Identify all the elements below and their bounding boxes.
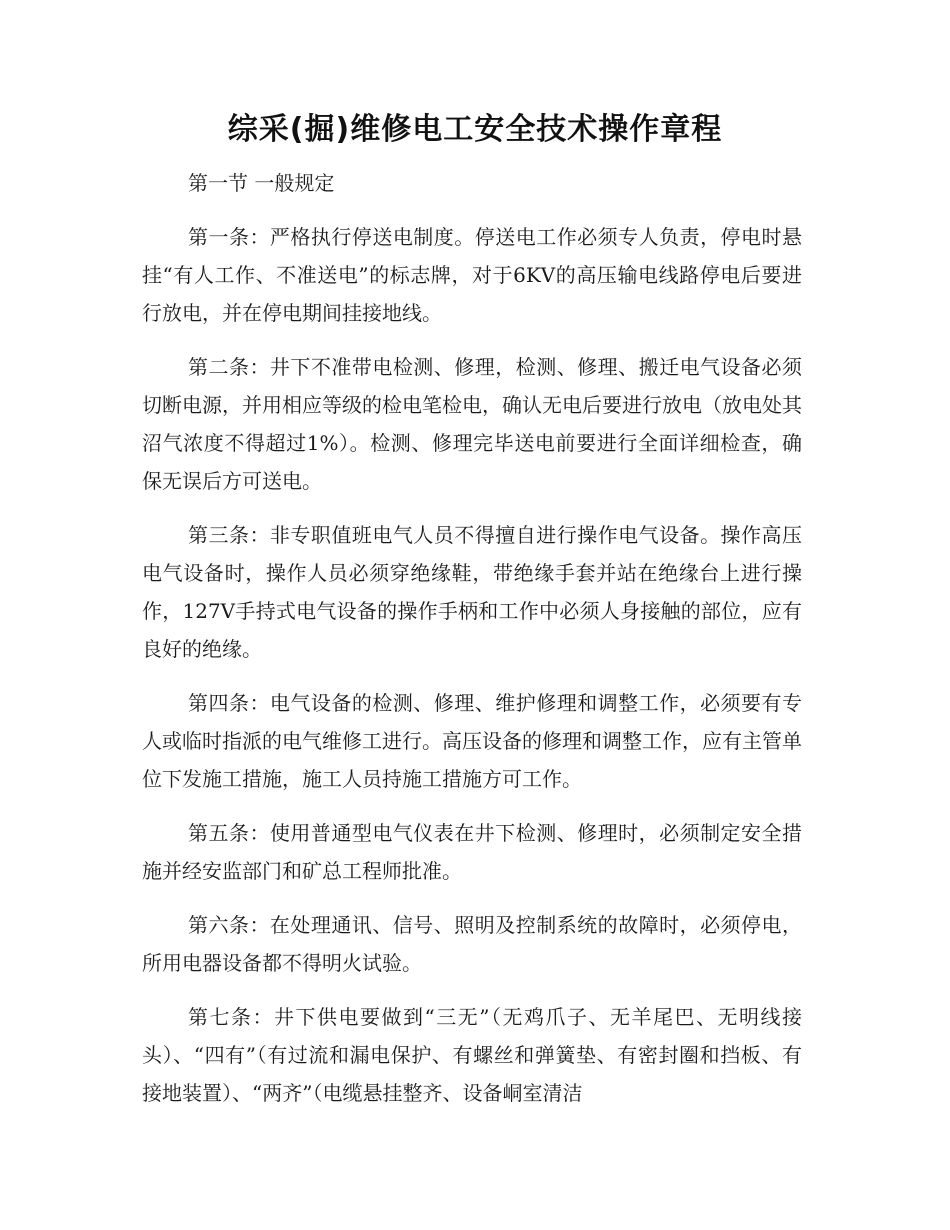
- article-3-paragraph: 第三条：非专职值班电气人员不得擅自进行操作电气设备。操作高压电气设备时，操作人员必须穿绝缘鞋，带绝缘手套并站在绝缘台上进行操作，127V手持式电气设备的操作手柄和工作中必须人身接触的部位，应有良好的绝缘。: [142, 523, 802, 661]
- article-2-paragraph: 第二条：井下不准带电检测、修理，检测、修理、搬迁电气设备必须切断电源，并用相应等级的检电笔检电，确认无电后要进行放电（放电处其沼气浓度不得超过1%）。检测、修理完毕送电前要进行全面详细检查，确保无误后方可送电。: [142, 355, 802, 493]
- section-heading: 第一节 一般规定: [188, 171, 335, 195]
- document-body: [142, 164, 802, 1128]
- article-1-paragraph: 第一条：严格执行停送电制度。停送电工作必须专人负责，停电时悬挂“有人工作、不准送电”的标志牌，对于6KV的高压输电线路停电后要进行放电，并在停电期间挂接地线。: [142, 225, 802, 325]
- article-4-paragraph: 第四条：电气设备的检测、修理、维护修理和调整工作，必须要有专人或临时指派的电气维修工进行。高压设备的修理和调整工作，应有主管单位下发施工措施，施工人员持施工措施方可工作。: [142, 691, 802, 791]
- document-title: 综采(掘)维修电工安全技术操作章程: [227, 112, 723, 147]
- article-6-paragraph: 第六条：在处理通讯、信号、照明及控制系统的故障时，必须停电，所用电器设备都不得明火试验。: [142, 913, 802, 975]
- article-5-paragraph: 第五条：使用普通型电气仪表在井下检测、修理时，必须制定安全措施并经安监部门和矿总工程师批准。: [142, 821, 802, 883]
- article-7-paragraph: 第七条：井下供电要做到“三无”（无鸡爪子、无羊尾巴、无明线接头）、“四有”（有过流和漏电保护、有螺丝和弹簧垫、有密封圈和挡板、有接地装置）、“两齐”（电缆悬挂整齐、设备峒室清洁: [142, 1005, 802, 1105]
